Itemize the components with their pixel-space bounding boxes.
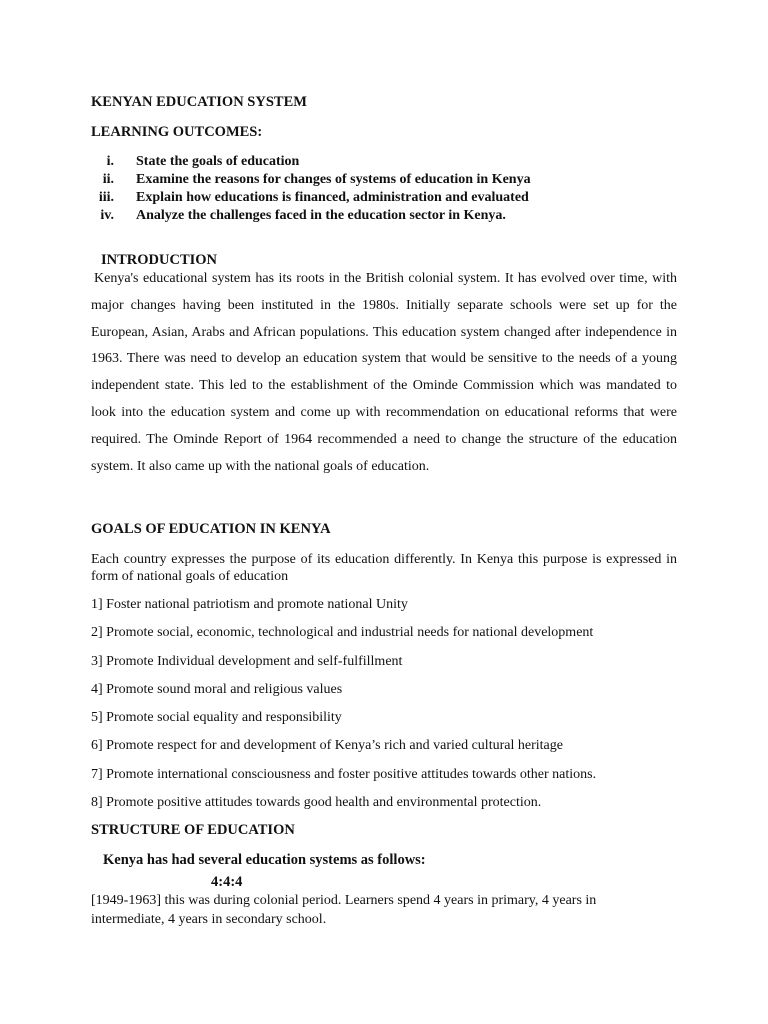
structure-system-code: 4:4:4 [211,874,243,890]
goal-item: 4] Promote sound moral and religious values [91,681,343,697]
learning-outcome-item [91,189,529,207]
outcome-text: Explain how educations is financed, administration and evaluated [136,190,529,205]
goal-item: 7] Promote international consciousness and foster positive attitudes towards other nations. [91,766,597,782]
outcome-number: i. [106,154,114,169]
goals-heading: GOALS OF EDUCATION IN KENYA [91,521,331,537]
structure-intro: Kenya has had several education systems as follows: [103,852,426,868]
outcome-number: iv. [100,208,114,223]
outcome-text: Analyze the challenges faced in the education sector in Kenya. [136,208,506,223]
goal-item: 8] Promote positive attitudes towards good health and environmental protection. [91,795,542,811]
outcome-number: iii. [98,190,114,205]
learning-outcome-item [91,153,300,171]
learning-outcomes-heading: LEARNING OUTCOMES: [91,124,263,140]
introduction-heading: INTRODUCTION [101,252,218,268]
structure-heading: STRUCTURE OF EDUCATION [91,822,295,838]
learning-outcome-item [91,171,531,189]
goals-intro-paragraph: Each country expresses the purpose of its education differently. In Kenya this purpose is expressed in form of national goals of education [91,552,677,584]
goal-item: 1] Foster national patriotism and promote national Unity [91,597,408,612]
learning-outcome-item [91,207,506,225]
outcome-text: Examine the reasons for changes of systems of education in Kenya [136,172,531,187]
structure-paragraph: [1949-1963] this was during colonial period. Learners spend 4 years in primary, 4 years in intermediate, 4 years in secondary school. [91,893,597,927]
introduction-paragraph [91,266,677,480]
goal-item: 6] Promote respect for and development of Kenya’s rich and varied cultural heritage [91,738,563,754]
outcome-number: ii. [102,172,114,187]
introduction-text: Kenya's educational system has its roots in the British colonial system. It has evolved over time, with major changes having been instituted in the 1980s. Initially separate schools were set up for the European, Asian, Arabs and African populations. This education system changed after independence in 1963. There was need to develop an education system that would be sensitive to the needs of a young independent state. This led to the establishment of the Ominde Commission which was mandated to look into the education system and come up with recommendation on educational reforms that were required. The Ominde Report of 1964 recommended a need to change the structure of the education system. It also came up with the national goals of education. [91,271,677,474]
document-title: KENYAN EDUCATION SYSTEM [91,94,307,110]
outcome-text: State the goals of education [136,154,300,169]
goals-list [91,596,596,822]
learning-outcomes-list [91,153,531,225]
goal-item: 5] Promote social equality and responsibility [91,710,342,726]
goal-item: 3] Promote Individual development and self-fulfillment [91,653,403,669]
goal-item: 2] Promote social, economic, technological and industrial needs for national development [91,625,594,641]
